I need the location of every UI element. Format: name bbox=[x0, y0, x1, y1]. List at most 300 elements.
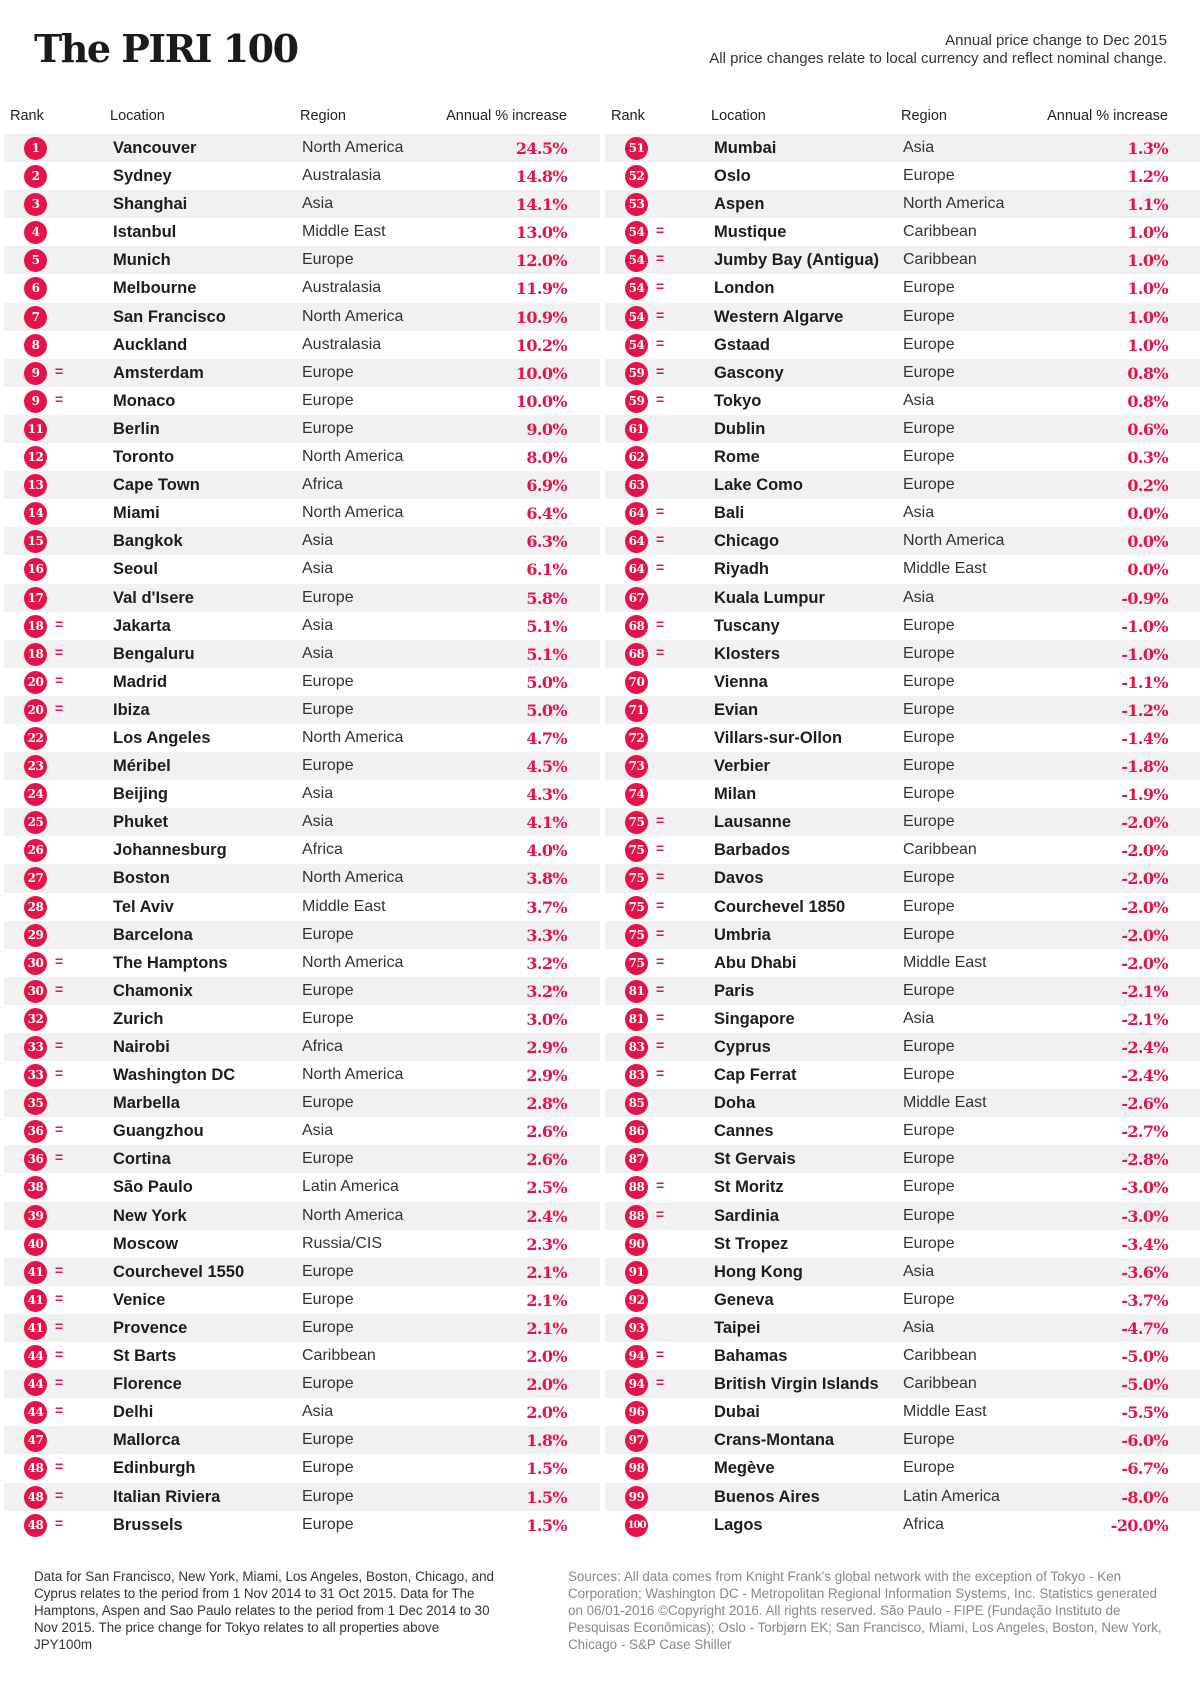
tie-marker: = bbox=[55, 1065, 64, 1082]
location-name: Nairobi bbox=[113, 1038, 170, 1056]
table-row bbox=[4, 640, 600, 668]
rank-badge: 85 bbox=[625, 1092, 648, 1115]
annual-change-value: 6.3% bbox=[526, 532, 567, 552]
rank-badge: 30 bbox=[24, 980, 47, 1003]
annual-change-value: -3.0% bbox=[1121, 1206, 1168, 1226]
location-name: Courchevel 1850 bbox=[714, 897, 846, 916]
tie-marker: = bbox=[656, 896, 665, 913]
tie-marker: = bbox=[55, 952, 64, 969]
table-row bbox=[605, 555, 1200, 583]
table-row bbox=[4, 443, 600, 471]
location-name: Val d'Isere bbox=[113, 588, 194, 607]
location-name: Dublin bbox=[714, 419, 766, 438]
location-name: Istanbul bbox=[113, 223, 177, 242]
table-row bbox=[4, 836, 600, 864]
rank-badge: 53 bbox=[625, 193, 648, 216]
region-name: North America bbox=[302, 869, 404, 887]
location-name: Chamonix bbox=[113, 981, 193, 1000]
table-row bbox=[4, 331, 600, 359]
location-name: Rome bbox=[714, 448, 760, 467]
table-row bbox=[605, 1258, 1200, 1286]
region-name: Europe bbox=[302, 391, 354, 409]
region-name: Europe bbox=[302, 700, 354, 718]
annual-change-value: 1.0% bbox=[1127, 307, 1168, 327]
location-name: Venice bbox=[113, 1290, 166, 1309]
region-name: Asia bbox=[903, 139, 935, 156]
annual-change-value: -2.1% bbox=[1121, 1009, 1168, 1029]
table-row bbox=[4, 527, 600, 555]
rank-badge: 2 bbox=[24, 165, 47, 188]
rank-badge: 68 bbox=[625, 643, 648, 666]
annual-change-value: 6.1% bbox=[526, 560, 567, 580]
rank-badge: 73 bbox=[625, 755, 648, 778]
rank-badge: 18 bbox=[24, 643, 47, 666]
location-name: Berlin bbox=[113, 419, 160, 438]
table-row bbox=[605, 780, 1200, 808]
ranking-column-left bbox=[4, 104, 600, 1539]
region-name: Asia bbox=[302, 560, 334, 578]
region-name: Caribbean bbox=[903, 1347, 977, 1365]
location-name: Los Angeles bbox=[113, 728, 211, 747]
region-name: Asia bbox=[302, 616, 334, 634]
annual-change-value: -2.7% bbox=[1121, 1122, 1168, 1142]
region-name: Europe bbox=[903, 307, 955, 325]
rank-badge: 26 bbox=[24, 839, 47, 862]
annual-change-value: -4.7% bbox=[1121, 1318, 1168, 1338]
location-name: Florence bbox=[113, 1375, 182, 1394]
table-row bbox=[4, 668, 600, 696]
rank-badge: 90 bbox=[625, 1233, 648, 1256]
region-name: Caribbean bbox=[903, 841, 977, 859]
location-name: Milan bbox=[714, 785, 757, 804]
tie-marker: = bbox=[656, 1008, 665, 1025]
location-name: Evian bbox=[714, 700, 759, 719]
location-name: Lagos bbox=[714, 1515, 763, 1534]
location-name: Cap Ferrat bbox=[714, 1066, 797, 1085]
location-name: Monaco bbox=[113, 391, 176, 410]
annual-change-value: -2.8% bbox=[1121, 1150, 1168, 1170]
region-name: Europe bbox=[302, 419, 354, 437]
annual-change-value: -2.0% bbox=[1121, 813, 1168, 833]
location-name: Mallorca bbox=[113, 1431, 180, 1450]
rank-badge: 87 bbox=[625, 1148, 648, 1171]
annual-change-value: -1.0% bbox=[1121, 616, 1168, 636]
location-name: Kuala Lumpur bbox=[714, 588, 825, 607]
annual-change-value: 2.9% bbox=[526, 1038, 567, 1057]
location-name: Aspen bbox=[714, 195, 765, 214]
annual-change-value: 2.0% bbox=[526, 1403, 567, 1423]
table-row bbox=[605, 668, 1200, 696]
tie-marker: = bbox=[55, 980, 64, 997]
annual-change-value: 10.0% bbox=[515, 391, 567, 411]
annual-change-value: 2.8% bbox=[526, 1094, 567, 1114]
region-name: Asia bbox=[302, 785, 334, 803]
rank-badge: 6 bbox=[24, 277, 47, 300]
annual-change-value: 0.2% bbox=[1127, 476, 1168, 496]
table-row bbox=[4, 1258, 600, 1286]
rank-header: Rank bbox=[611, 108, 645, 124]
tie-marker: = bbox=[55, 1458, 64, 1475]
location-name: Provence bbox=[113, 1318, 188, 1337]
region-name: Australasia bbox=[302, 335, 382, 353]
table-row bbox=[4, 1089, 600, 1117]
region-name: Asia bbox=[903, 588, 935, 606]
region-name: Europe bbox=[903, 757, 955, 775]
location-name: Villars-sur-Ollon bbox=[714, 728, 843, 747]
location-name: Megève bbox=[714, 1459, 775, 1478]
rank-badge: 54 bbox=[625, 306, 648, 329]
location-name: Hong Kong bbox=[714, 1262, 803, 1281]
annual-change-value: 2.1% bbox=[526, 1318, 567, 1338]
rank-badge: 74 bbox=[625, 783, 648, 806]
rank-badge: 20 bbox=[24, 699, 47, 722]
region-name: Europe bbox=[302, 588, 354, 606]
table-row bbox=[605, 1061, 1200, 1089]
location-name: Beijing bbox=[113, 785, 169, 804]
annual-change-value: 10.9% bbox=[515, 307, 567, 327]
rank-badge: 71 bbox=[625, 699, 648, 722]
annual-change-value: 5.8% bbox=[526, 588, 567, 608]
table-row bbox=[605, 1342, 1200, 1370]
rank-badge: 59 bbox=[625, 390, 648, 413]
region-name: Asia bbox=[903, 504, 935, 522]
table-row bbox=[605, 415, 1200, 443]
region-name: Europe bbox=[903, 616, 955, 634]
rank-badge: 64 bbox=[625, 558, 648, 581]
location-header: Location bbox=[110, 108, 165, 124]
tie-marker: = bbox=[55, 1346, 64, 1363]
table-row bbox=[4, 612, 600, 640]
location-name: Barcelona bbox=[113, 925, 193, 944]
rank-badge: 63 bbox=[625, 474, 648, 497]
region-name: Europe bbox=[903, 363, 955, 381]
annual-change-value: 1.5% bbox=[526, 1487, 567, 1507]
rank-badge: 11 bbox=[24, 418, 47, 441]
subtitle-line-2: All price changes relate to local currency and reflect nominal change. bbox=[709, 50, 1167, 67]
tie-marker: = bbox=[656, 1205, 665, 1222]
location-name: London bbox=[714, 279, 775, 298]
table-row bbox=[605, 1314, 1200, 1342]
annual-change-value: 14.1% bbox=[515, 195, 567, 215]
annual-change-value: 2.1% bbox=[526, 1290, 567, 1310]
table-row bbox=[605, 1005, 1200, 1033]
rank-badge: 8 bbox=[24, 334, 47, 357]
location-name: Moscow bbox=[113, 1234, 179, 1253]
table-row bbox=[4, 1286, 600, 1314]
tie-marker: = bbox=[55, 1374, 64, 1391]
table-row bbox=[605, 387, 1200, 415]
table-row bbox=[4, 724, 600, 752]
table-row bbox=[4, 1314, 600, 1342]
region-name: Asia bbox=[903, 1009, 935, 1027]
table-row bbox=[605, 1511, 1200, 1539]
annual-change-value: -2.1% bbox=[1121, 981, 1168, 1001]
annual-change-value: -3.4% bbox=[1121, 1234, 1168, 1254]
table-row bbox=[605, 443, 1200, 471]
region-name: Africa bbox=[302, 476, 343, 494]
rank-badge: 41 bbox=[24, 1261, 47, 1284]
annual-change-value: 2.5% bbox=[526, 1178, 567, 1198]
annual-change-value: -1.4% bbox=[1121, 728, 1168, 748]
annual-change-value: 12.0% bbox=[515, 251, 567, 271]
annual-change-value: 2.0% bbox=[526, 1375, 567, 1395]
annual-change-value: 6.4% bbox=[526, 504, 567, 524]
rank-badge: 30 bbox=[24, 952, 47, 975]
region-name: Latin America bbox=[903, 1487, 1000, 1505]
region-name: Europe bbox=[302, 1262, 354, 1280]
rank-badge: 72 bbox=[625, 727, 648, 750]
location-name: Dubai bbox=[714, 1403, 760, 1422]
location-name: Lake Como bbox=[714, 476, 803, 495]
tie-marker: = bbox=[656, 250, 665, 267]
rank-badge: 99 bbox=[625, 1486, 648, 1509]
rank-badge: 61 bbox=[625, 418, 648, 441]
region-header: Region bbox=[300, 108, 346, 124]
table-row bbox=[4, 162, 600, 190]
table-row bbox=[4, 274, 600, 302]
region-name: Europe bbox=[302, 1515, 354, 1533]
rank-badge: 44 bbox=[24, 1373, 47, 1396]
location-name: Western Algarve bbox=[714, 307, 844, 326]
table-row bbox=[605, 218, 1200, 246]
annual-change-value: -3.0% bbox=[1121, 1178, 1168, 1198]
annual-change-value: 4.0% bbox=[526, 841, 567, 861]
region-name: Asia bbox=[302, 1122, 334, 1140]
region-name: Europe bbox=[903, 700, 955, 718]
annual-change-value: 0.0% bbox=[1127, 532, 1168, 552]
rank-badge: 33 bbox=[24, 1036, 47, 1059]
location-name: Lausanne bbox=[714, 813, 792, 832]
annual-change-value: 2.0% bbox=[526, 1347, 567, 1367]
rank-badge: 98 bbox=[625, 1457, 648, 1480]
tie-marker: = bbox=[55, 390, 64, 407]
region-name: Europe bbox=[302, 672, 354, 690]
table-header bbox=[605, 104, 1200, 134]
page-title: The PIRI 100 bbox=[34, 26, 298, 71]
region-name: Latin America bbox=[302, 1178, 399, 1196]
annual-change-value: -1.8% bbox=[1121, 757, 1168, 777]
table-row bbox=[4, 303, 600, 331]
tie-marker: = bbox=[55, 671, 64, 688]
footnote-sources: Sources: All data comes from Knight Frank's global network with the exception of Tokyo - Ken Corporation; Washington DC - Metropolitan Regional Information Systems, Inc. Statistics generated on 06/01-2016 ©Copyright 2016. All rights reserved. São Paulo - FIPE (Fundação Instituto de Pesquisas Econômicas); Oslo - Torbjørn EK; San Francisco, Miami, Los Angeles, Boston, New York, Chicago - S&P Case Shiller bbox=[568, 1569, 1162, 1652]
table-row bbox=[4, 584, 600, 612]
table-row bbox=[4, 1342, 600, 1370]
tie-marker: = bbox=[55, 1261, 64, 1278]
table-row bbox=[4, 246, 600, 274]
annual-change-value: 9.0% bbox=[526, 419, 567, 439]
rank-badge: 75 bbox=[625, 839, 648, 862]
annual-change-value: 3.8% bbox=[526, 869, 567, 889]
table-row bbox=[4, 1230, 600, 1258]
tie-marker: = bbox=[55, 1402, 64, 1419]
annual-change-value: -1.0% bbox=[1121, 644, 1168, 664]
annual-change-value: -2.0% bbox=[1121, 869, 1168, 889]
location-name: Brussels bbox=[113, 1515, 183, 1534]
region-name: North America bbox=[302, 953, 404, 971]
annual-change-value: 3.0% bbox=[526, 1009, 567, 1029]
annual-change-value: 0.0% bbox=[1127, 504, 1168, 524]
region-name: Europe bbox=[903, 925, 955, 943]
region-name: North America bbox=[302, 448, 404, 466]
rank-badge: 75 bbox=[625, 952, 648, 975]
table-row bbox=[4, 1370, 600, 1398]
location-name: Edinburgh bbox=[113, 1459, 196, 1478]
location-name: Gascony bbox=[714, 363, 784, 382]
region-name: Europe bbox=[903, 644, 955, 662]
rank-badge: 35 bbox=[24, 1092, 47, 1115]
increase-header: Annual % increase bbox=[446, 108, 567, 124]
location-name: Bengaluru bbox=[113, 644, 195, 663]
annual-change-value: 1.0% bbox=[1127, 335, 1168, 355]
table-row bbox=[4, 864, 600, 892]
region-name: North America bbox=[903, 195, 1005, 213]
table-row bbox=[605, 134, 1200, 162]
annual-change-value: 3.2% bbox=[526, 981, 567, 1001]
table-row bbox=[4, 387, 600, 415]
location-name: Sydney bbox=[113, 167, 172, 186]
tie-marker: = bbox=[55, 1317, 64, 1334]
rank-badge: 67 bbox=[625, 587, 648, 610]
table-row bbox=[4, 752, 600, 780]
region-name: Asia bbox=[302, 532, 334, 550]
tie-marker: = bbox=[656, 615, 665, 632]
tie-marker: = bbox=[656, 503, 665, 520]
annual-change-value: -3.7% bbox=[1121, 1290, 1168, 1310]
rank-badge: 40 bbox=[24, 1233, 47, 1256]
region-name: Africa bbox=[302, 1038, 343, 1055]
region-name: Europe bbox=[903, 1066, 955, 1084]
rank-badge: 48 bbox=[24, 1486, 47, 1509]
rank-badge: 12 bbox=[24, 446, 47, 469]
rank-badge: 4 bbox=[24, 221, 47, 244]
region-name: Europe bbox=[903, 1431, 955, 1449]
ranking-rows-right bbox=[605, 134, 1200, 1539]
region-name: Europe bbox=[903, 448, 955, 466]
region-name: Europe bbox=[302, 1290, 354, 1308]
location-name: Italian Riviera bbox=[113, 1487, 221, 1506]
region-name: Europe bbox=[302, 1431, 354, 1449]
region-name: Europe bbox=[903, 672, 955, 690]
annual-change-value: 4.1% bbox=[526, 813, 567, 833]
region-name: Europe bbox=[302, 1009, 354, 1027]
location-name: Tokyo bbox=[714, 391, 762, 410]
table-row bbox=[4, 780, 600, 808]
tie-marker: = bbox=[55, 699, 64, 716]
table-row bbox=[605, 303, 1200, 331]
table-row bbox=[605, 1426, 1200, 1454]
tie-marker: = bbox=[656, 840, 665, 857]
location-name: Umbria bbox=[714, 925, 771, 944]
location-name: St Gervais bbox=[714, 1150, 796, 1169]
annual-change-value: 5.0% bbox=[526, 672, 567, 692]
region-name: Europe bbox=[903, 785, 955, 803]
rank-badge: 14 bbox=[24, 502, 47, 525]
rank-badge: 3 bbox=[24, 193, 47, 216]
region-name: Australasia bbox=[302, 279, 382, 297]
annual-change-value: 1.3% bbox=[1127, 139, 1168, 158]
region-name: Europe bbox=[903, 1122, 955, 1140]
rank-badge: 28 bbox=[24, 896, 47, 919]
location-name: Amsterdam bbox=[113, 363, 204, 382]
annual-change-value: -2.6% bbox=[1121, 1094, 1168, 1114]
table-row bbox=[4, 893, 600, 921]
location-name: Gstaad bbox=[714, 335, 770, 354]
region-name: Middle East bbox=[903, 953, 987, 971]
location-name: Abu Dhabi bbox=[714, 953, 797, 972]
rank-badge: 83 bbox=[625, 1064, 648, 1087]
annual-change-value: -6.0% bbox=[1121, 1431, 1168, 1451]
rank-badge: 54 bbox=[625, 221, 648, 244]
tie-marker: = bbox=[656, 1346, 665, 1363]
table-row bbox=[4, 1061, 600, 1089]
table-row bbox=[605, 246, 1200, 274]
annual-change-value: -2.0% bbox=[1121, 897, 1168, 917]
table-row bbox=[605, 1230, 1200, 1258]
table-row bbox=[4, 471, 600, 499]
location-name: Johannesburg bbox=[113, 841, 227, 860]
rank-badge: 20 bbox=[24, 671, 47, 694]
table-row bbox=[605, 499, 1200, 527]
location-name: The Hamptons bbox=[113, 953, 228, 972]
region-name: North America bbox=[302, 139, 404, 156]
rank-badge: 96 bbox=[625, 1401, 648, 1424]
rank-badge: 9 bbox=[24, 362, 47, 385]
region-header: Region bbox=[901, 108, 947, 124]
tie-marker: = bbox=[656, 334, 665, 351]
region-name: Middle East bbox=[302, 223, 386, 241]
location-name: Jumby Bay (Antigua) bbox=[714, 251, 880, 270]
tie-marker: = bbox=[656, 924, 665, 941]
region-name: Middle East bbox=[903, 1403, 987, 1421]
region-name: Middle East bbox=[903, 1094, 987, 1112]
location-name: Tuscany bbox=[714, 616, 780, 635]
region-name: Europe bbox=[903, 1290, 955, 1308]
annual-change-value: 1.5% bbox=[526, 1459, 567, 1479]
annual-change-value: 10.2% bbox=[515, 335, 567, 355]
region-name: North America bbox=[302, 1066, 404, 1084]
footnote-data-periods: Data for San Francisco, New York, Miami, Los Angeles, Boston, Chicago, and Cyprus relates to the period from 1 Nov 2014 to 31 Oct 2015. Data for The Hamptons, Aspen and Sao Paulo relates to the period from 1 Dec 2014 to 30 Nov 2015. The price change for Tokyo relates to all properties above JPY100m bbox=[34, 1569, 494, 1652]
location-name: Verbier bbox=[714, 757, 770, 776]
table-row bbox=[605, 274, 1200, 302]
annual-change-value: 0.8% bbox=[1127, 391, 1168, 411]
location-name: Mustique bbox=[714, 223, 787, 242]
location-name: British Virgin Islands bbox=[714, 1375, 879, 1394]
location-name: Shanghai bbox=[113, 195, 188, 214]
rank-badge: 13 bbox=[24, 474, 47, 497]
rank-badge: 86 bbox=[625, 1120, 648, 1143]
tie-marker: = bbox=[656, 531, 665, 548]
annual-change-value: -0.9% bbox=[1121, 588, 1168, 608]
region-name: Europe bbox=[903, 279, 955, 297]
table-row bbox=[605, 471, 1200, 499]
table-row bbox=[4, 1398, 600, 1426]
rank-badge: 33 bbox=[24, 1064, 47, 1087]
location-name: Phuket bbox=[113, 813, 169, 832]
region-name: North America bbox=[302, 1206, 404, 1224]
region-name: Europe bbox=[903, 728, 955, 746]
annual-change-value: 4.3% bbox=[526, 785, 567, 805]
region-name: Europe bbox=[903, 897, 955, 915]
annual-change-value: 8.0% bbox=[526, 448, 567, 468]
increase-header: Annual % increase bbox=[1047, 108, 1168, 124]
location-name: Oslo bbox=[714, 167, 751, 186]
region-name: Caribbean bbox=[903, 1375, 977, 1393]
tie-marker: = bbox=[656, 868, 665, 885]
table-row bbox=[605, 1145, 1200, 1173]
location-name: Buenos Aires bbox=[714, 1487, 820, 1506]
table-row bbox=[605, 1117, 1200, 1145]
table-row bbox=[4, 1426, 600, 1454]
